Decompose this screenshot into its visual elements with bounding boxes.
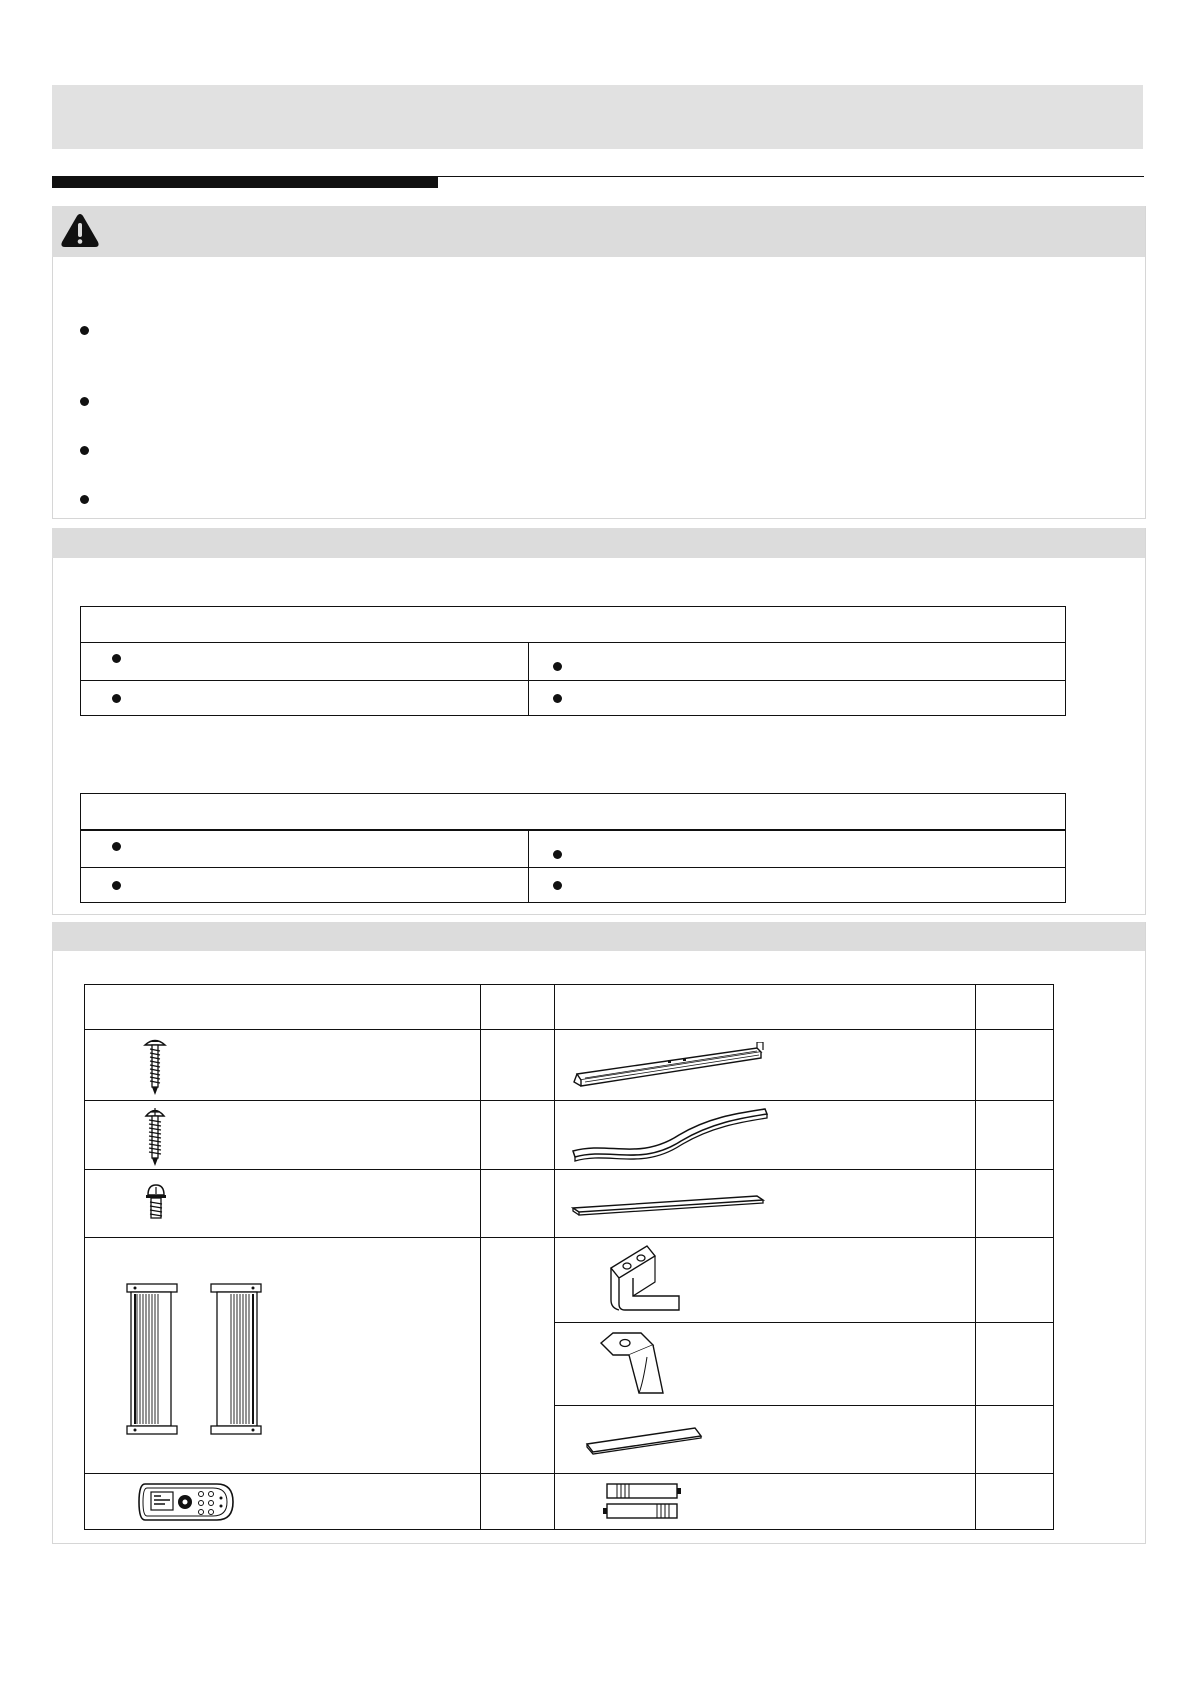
part-cell	[85, 1170, 481, 1238]
part-cell	[555, 1323, 976, 1406]
warning-header	[52, 206, 1145, 257]
seal-bar-icon	[571, 1188, 765, 1223]
table-cell	[81, 643, 529, 681]
bullet	[553, 662, 562, 671]
accessories-header	[52, 922, 1145, 951]
bullet	[112, 694, 121, 703]
qty-cell	[976, 1474, 1054, 1530]
conditions-header	[52, 528, 1145, 558]
bullet	[112, 842, 121, 851]
section-rule-accent	[52, 176, 438, 188]
bullet	[553, 850, 562, 859]
part-cell	[555, 1170, 976, 1238]
part-cell	[555, 1101, 976, 1170]
bullet	[112, 881, 121, 890]
screw-alt-icon	[143, 1107, 167, 1172]
warning-triangle-icon	[60, 213, 100, 254]
table-cell	[81, 830, 529, 868]
part-cell	[85, 1238, 481, 1474]
qty-cell	[481, 1238, 555, 1474]
table-cell	[81, 681, 529, 716]
bolt-icon	[145, 1184, 167, 1225]
remote-control-icon	[137, 1480, 235, 1529]
part-cell	[555, 1030, 976, 1101]
part-cell	[85, 1474, 481, 1530]
screw-icon	[143, 1038, 167, 1101]
accessories-table	[84, 984, 1054, 1530]
batteries-icon	[603, 1482, 687, 1527]
part-cell	[555, 1238, 976, 1323]
part-cell	[555, 1406, 976, 1474]
column-header	[555, 985, 976, 1030]
bullet	[112, 654, 121, 663]
conditions-table-2-header	[81, 794, 1066, 830]
window-panel-icon	[125, 1282, 275, 1443]
qty-cell	[976, 1101, 1054, 1170]
table-cell	[529, 830, 1066, 868]
qty-cell	[481, 1030, 555, 1101]
table-cell	[529, 868, 1066, 903]
bullet	[80, 446, 89, 455]
column-header	[85, 985, 481, 1030]
table-cell	[529, 681, 1066, 716]
qty-cell	[976, 1406, 1054, 1474]
qty-cell	[976, 1030, 1054, 1101]
qty-cell	[481, 1170, 555, 1238]
table-cell	[529, 643, 1066, 681]
column-header	[976, 985, 1054, 1030]
qty-cell	[976, 1323, 1054, 1406]
qty-cell	[481, 1474, 555, 1530]
window-slider-rail-icon	[571, 1042, 767, 1097]
conditions-table-2	[80, 793, 1066, 903]
bullet	[80, 326, 89, 335]
bullet	[553, 694, 562, 703]
bullet	[80, 495, 89, 504]
foam-seal-strip-icon	[569, 1105, 769, 1170]
part-cell	[85, 1030, 481, 1101]
part-cell	[555, 1474, 976, 1530]
bracket-b-icon	[599, 1331, 671, 1402]
conditions-table-1-header	[81, 607, 1066, 643]
qty-cell	[976, 1238, 1054, 1323]
part-cell	[85, 1101, 481, 1170]
qty-cell	[481, 1101, 555, 1170]
table-cell	[81, 868, 529, 903]
bullet	[80, 397, 89, 406]
page-title-band	[52, 85, 1143, 149]
bullet	[553, 881, 562, 890]
qty-cell	[976, 1170, 1054, 1238]
bracket-a-icon	[603, 1242, 683, 1319]
foam-pad-icon	[585, 1424, 703, 1461]
conditions-table-1	[80, 606, 1066, 716]
column-header	[481, 985, 555, 1030]
